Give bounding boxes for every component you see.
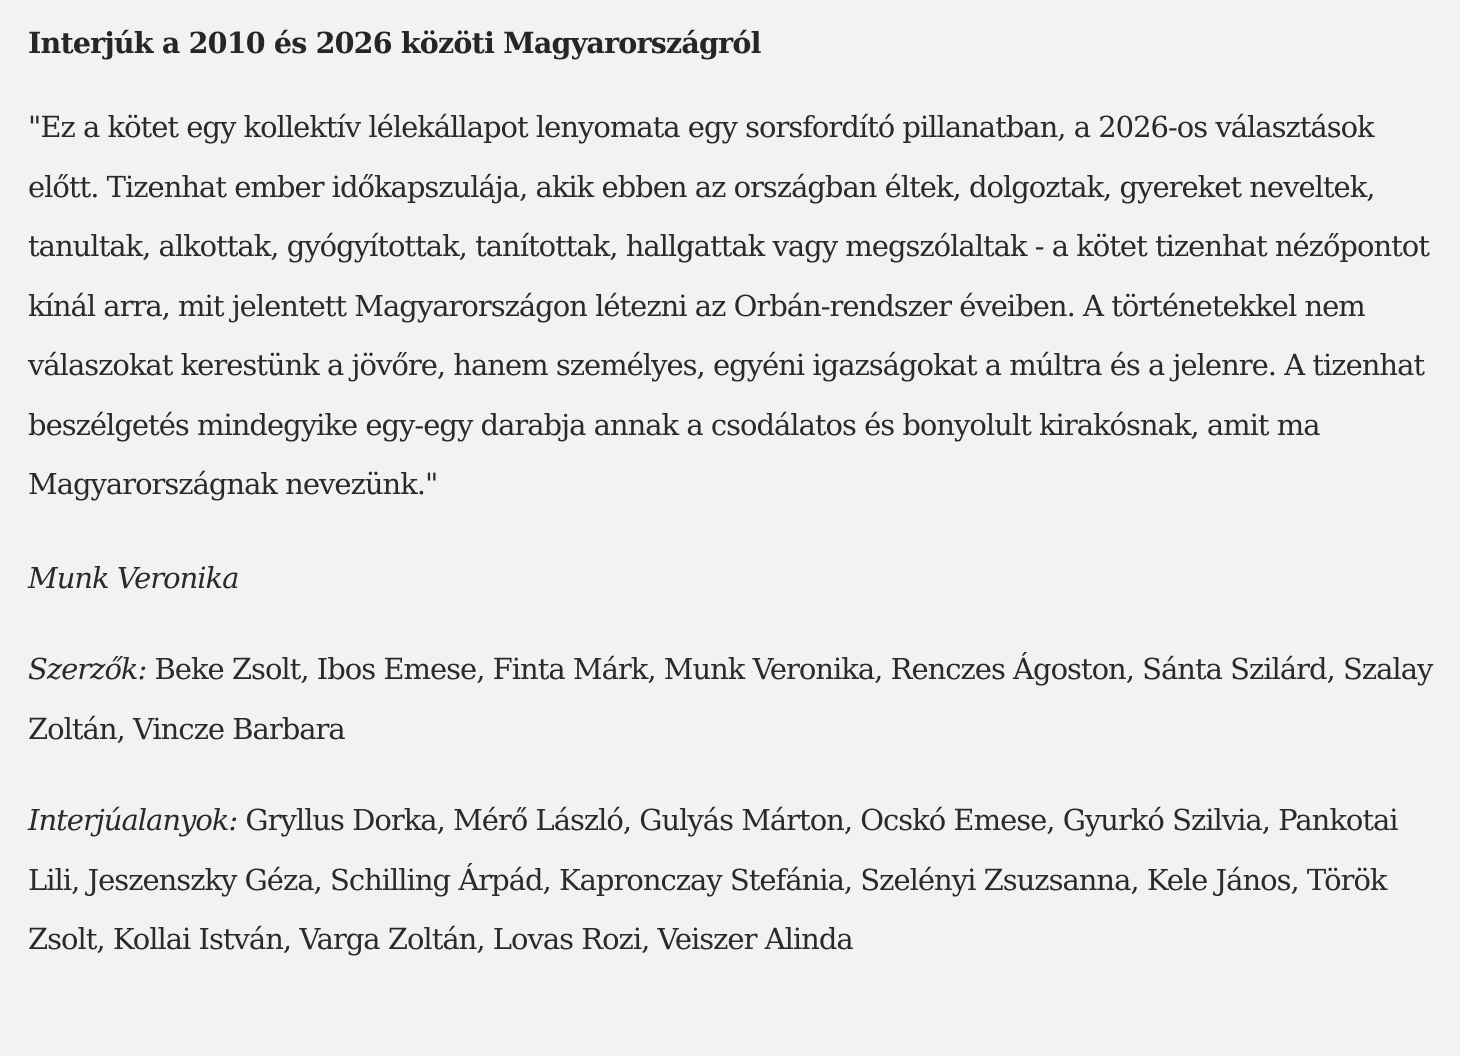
book-title: Interjúk a 2010 és 2026 közöti Magyarországról [28,26,761,60]
authors-line [28,640,1440,759]
interviewees-line [28,791,1440,970]
authors-list: Beke Zsolt, Ibos Emese, Finta Márk, Munk Veronika, Renczes Ágoston, Sánta Szilárd, Szalay Zoltán, Vincze Barbara [28,652,1433,746]
quote-author: Munk Veronika [28,560,239,595]
interviewees-label: Interjúalanyok: [28,803,238,837]
authors-label: Szerzők: [28,652,147,686]
book-blurb-quote: "Ez a kötet egy kollektív lélekállapot lenyomata egy sorsfordító pillanatban, a 2026-os választások előtt. Tizenhat ember időkapszulája, akik ebben az országban éltek, dolgoztak, gyereket neveltek, tanultak, alkottak, gyógyítottak, tanítottak, hallgattak vagy megszólaltak - a kötet tizenhat nézőpontot kínál arra, mit jelentett Magyarországon létezni az Orbán-rendszer éveiben. A történetekkel nem válaszokat kerestünk a jövőre, hanem személyes, egyéni igazságokat a múltra és a jelenre. A tizenhat beszélgetés mindegyike egy-egy darabja annak a csodálatos és bonyolult kirakósnak, amit ma Magyarországnak nevezünk." [28,110,1429,501]
interviewees-list: Gryllus Dorka, Mérő László, Gulyás Márton, Ocskó Emese, Gyurkó Szilvia, Pankotai Lili, Jeszenszky Géza, Schilling Árpád, Kapronczay Stefánia, Szelényi Zsuzsanna, Kele János, Török Zsolt, Kollai István, Varga Zoltán, Lovas Rozi, Veiszer Alinda [28,803,1398,956]
